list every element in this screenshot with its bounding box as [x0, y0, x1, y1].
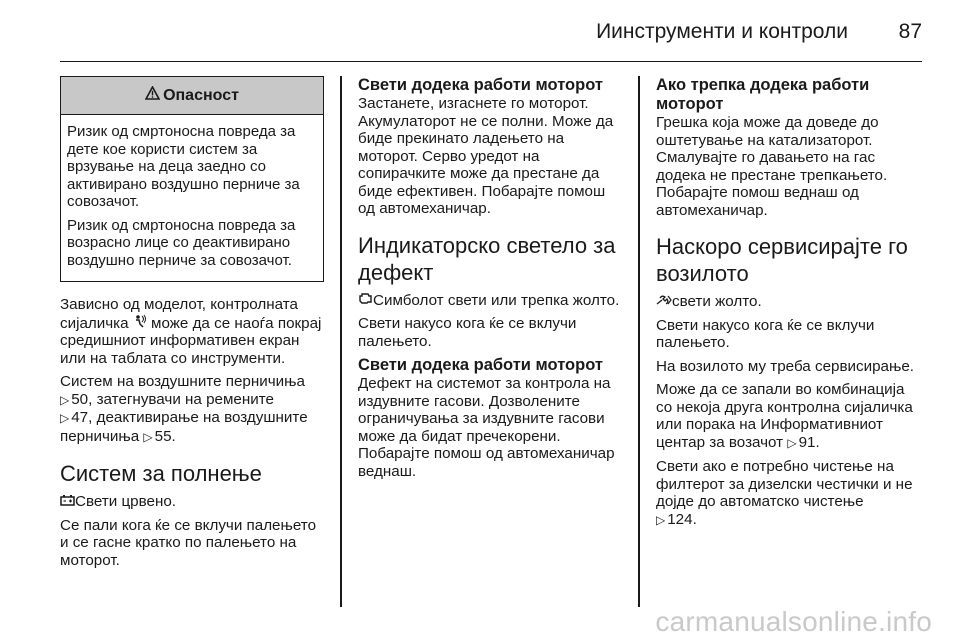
charging-body: Се пали кога ќе се вклучи палењето и се гасне кратко по палењето на моторот.: [60, 516, 317, 569]
charging-status: [60, 493, 324, 511]
xref-text-b: , затегнувачи на ремените: [88, 390, 274, 408]
malfunction-status: [358, 292, 624, 310]
combo-end: .: [815, 433, 820, 451]
xref-page-124[interactable]: 124: [667, 510, 693, 528]
engine-running-body-1: Застанете, изгаснете го моторот. Акумулаторот не се полни. Може да биде прекинато ладењето на моторот. Серво уредот на сопирачките може да престане да биде ефективен. Побарајте помош од автомеханичар.: [358, 95, 614, 217]
service-startup: Свети накусо кога ќе се вклучи палењето.: [656, 316, 875, 351]
engine-malfunction-icon: [358, 292, 373, 310]
column-2: [358, 76, 624, 486]
section-heading-charging: Систем за полнење: [60, 461, 262, 486]
diesel-filter-paragraph: [656, 458, 922, 529]
warning-box: [60, 76, 324, 282]
xref-arrow-icon: ▷: [60, 392, 70, 407]
service-note: На возилото му треба сервисирање.: [656, 357, 914, 375]
cross-reference-paragraph: [60, 373, 324, 446]
column-1: [60, 76, 324, 575]
subheading-engine-running-2: Свети додека работи моторот: [358, 356, 603, 374]
engine-running-body-2: Дефект на системот за контрола на издувните гасови. Дозволените ограничувања за издувните гасови може да бидат пречекорени. Побарајте помош од автомеханичар веднаш.: [358, 375, 615, 480]
service-status: [656, 293, 922, 311]
xref-text-a: Систем на воздушните перничиња: [60, 373, 305, 390]
watermark: carmanualsonline.info: [655, 606, 932, 637]
charging-status-text: Свети црвено.: [75, 493, 177, 510]
airbag-light-paragraph: [60, 296, 324, 367]
subheading-flashing: Ако трепка додека работи моторот: [656, 76, 870, 113]
airbag-text-a: Зависно од моделот, контролната сијаличка: [60, 296, 298, 332]
flashing-body: Грешка која може да доведе до оштетување на катализаторот. Смалувајте го давањето на гас додека не престане трепкањето. Побарајте помош веднаш од автомеханичар.: [656, 114, 888, 219]
warning-paragraph-2: Ризик од смртоносна повреда за возрасно лице со деактивирано воздушно перниче за совозачот.: [67, 216, 296, 269]
malfunction-startup: Свети накусо кога ќе се вклучи палењето.: [358, 315, 577, 350]
section-heading-malfunction: Индикаторско светело за дефект: [358, 232, 616, 285]
warning-paragraph-1: Ризик од смртоносна повреда за дете кое користи систем за врзување на деца заедно со активирано воздушно перниче за совозачот.: [67, 123, 300, 210]
xref-arrow-icon: ▷: [60, 411, 70, 425]
column-divider-2: [638, 76, 640, 607]
warning-header: [61, 77, 323, 115]
xref-page-3[interactable]: 55: [154, 427, 172, 445]
airbag-off-icon: [133, 314, 147, 333]
page-header: [60, 0, 922, 62]
warning-title: Опасност: [163, 87, 239, 104]
service-wrench-icon: [656, 293, 672, 311]
page-number: 87: [898, 20, 922, 43]
diesel-end: .: [692, 510, 697, 528]
battery-charging-icon: [60, 493, 75, 511]
service-status-text: свети жолто.: [672, 293, 762, 310]
xref-text-c: , деактивирање на воздушните перничиња: [60, 409, 308, 445]
diesel-text: Свети ако е потребно чистење на филтерот за дизелски честички и не дојде до автоматско чистење: [656, 458, 913, 510]
xref-arrow-icon: ▷: [656, 512, 666, 527]
column-3: [656, 76, 922, 535]
xref-arrow-icon: ▷: [143, 429, 153, 444]
column-divider-1: [340, 76, 342, 607]
xref-text-d: .: [171, 427, 176, 445]
combo-text: Може да се запали во комбинација со некоја друга контролна сијаличка или порака на Информативниот центар за возачот: [656, 381, 913, 451]
service-combo-paragraph: [656, 381, 922, 452]
xref-page-1[interactable]: 50: [71, 390, 89, 408]
xref-arrow-icon: ▷: [787, 435, 797, 450]
xref-page-91[interactable]: 91: [798, 433, 816, 451]
xref-page-2[interactable]: 47: [71, 409, 89, 426]
warning-triangle-icon: [145, 77, 160, 115]
airbag-text-b: може да се наоѓа покрај средишниот информативен екран или на таблата со инструменти.: [60, 314, 322, 367]
section-heading-service: Наскоро сервисирајте го возилото: [656, 234, 908, 286]
subheading-engine-running-1: Свети додека работи моторот: [358, 76, 603, 94]
header-title: Иинструменти и контроли: [596, 20, 848, 43]
malfunction-status-text: Симболот свети или трепка жолто.: [373, 291, 620, 309]
warning-body: [61, 115, 323, 281]
